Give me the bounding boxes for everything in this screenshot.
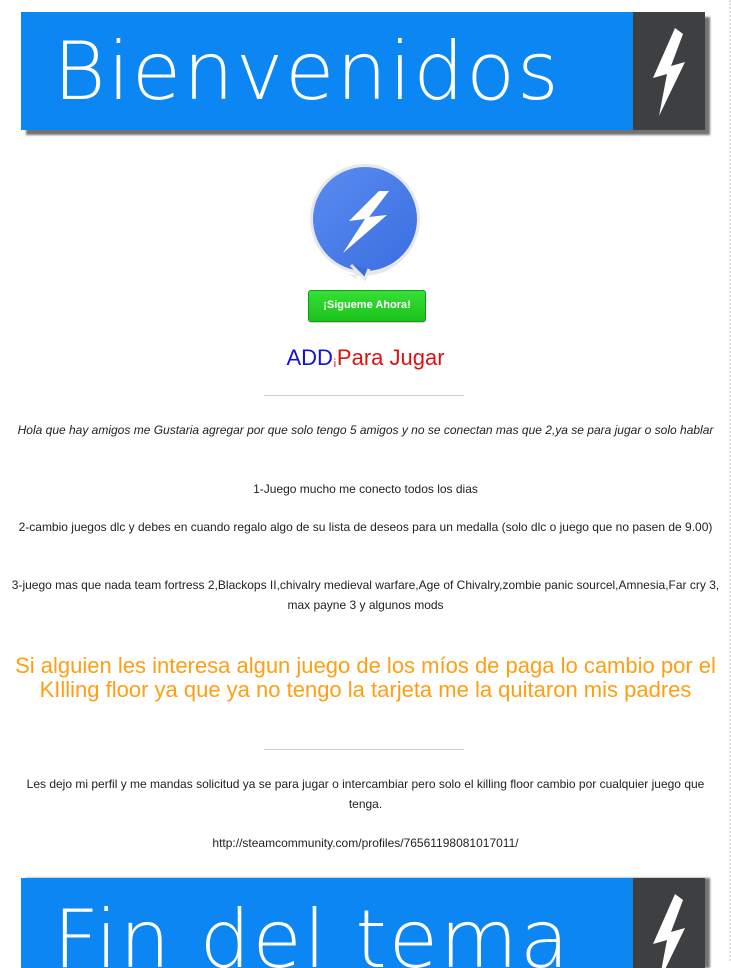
rule-3: 3-juego mas que nada team fortress 2,Blackops II,chivalry medieval warfare,Age of Chivalry,zombie panic sourcel,Amnesia,Far cry 3, max payne 3 y algunos mods xyxy=(11,578,720,612)
divider xyxy=(264,749,464,750)
add-to-play-heading xyxy=(0,344,731,375)
add-separator: ¡ xyxy=(332,354,337,368)
header-bolt-box xyxy=(633,12,705,130)
footer-title: Fin del tema xyxy=(53,893,571,968)
rule-2: 2-cambio juegos dlc y debes en cuando regalo algo de su lista de deseos para un medalla (solo dlc o juego que no pasen de 9.00) xyxy=(18,520,713,534)
follow-button[interactable]: ¡Sigueme Ahora! xyxy=(308,290,426,322)
intro-paragraph: Hola que hay amigos me Gustaria agregar por que solo tengo 5 amigos y no se conectan mas que 2,ya se para jugar o solo hablar xyxy=(17,423,714,437)
closing-paragraph: Les dejo mi perfil y me mandas solicitud ya se para jugar o intercambiar pero solo el killing floor cambio por cualquier juego que tenga. xyxy=(26,777,705,811)
footer-bolt-box xyxy=(633,878,705,968)
rule-1: 1-Juego mucho me conecto todos los dias xyxy=(253,482,478,496)
trade-highlight: Si alguien les interesa algun juego de los míos de paga lo cambio por el KIlling floor ya que ya no tengo la tarjeta me la quitaron mis padres xyxy=(15,653,716,702)
lightning-icon xyxy=(645,24,693,120)
logo xyxy=(305,161,425,281)
lightning-icon xyxy=(645,890,693,968)
steam-profile-link[interactable]: http://steamcommunity.com/profiles/76561198081017011/ xyxy=(212,836,519,850)
header-banner xyxy=(21,12,705,130)
para-jugar-text: Para Jugar xyxy=(336,345,445,370)
divider xyxy=(264,395,464,396)
header-title: Bienvenidos xyxy=(53,25,561,118)
add-text: ADD xyxy=(286,345,333,370)
footer-banner xyxy=(21,878,705,968)
lightning-chat-bubble-icon xyxy=(305,161,425,281)
